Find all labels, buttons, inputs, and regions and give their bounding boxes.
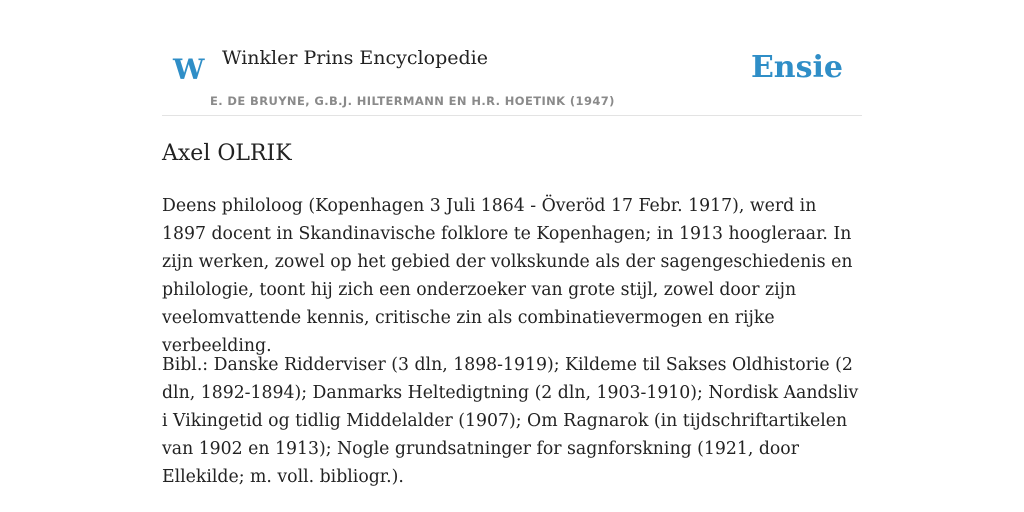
site-subtitle: E. DE BRUYNE, G.B.J. HILTERMANN EN H.R. HOETINK (1947) [210, 94, 615, 108]
article-title: Axel OLRIK [162, 141, 292, 166]
article-paragraph-description: Deens philoloog (Kopenhagen 3 Juli 1864 - Överöd 17 Febr. 1917), werd in 1897 docent in Skandinavische folklore te Kopenhagen; in 1913 hoogleraar. In zijn werken, zowel op het gebied der volkskunde als der sagengeschiedenis en philologie, toont hij zich een onderzoeker van grote stijl, zowel door zijn veelomvattende kennis, critische zin als combinatievermogen en rijke verbeelding. [162, 196, 853, 356]
brand-logo[interactable]: Ensie [750, 50, 843, 85]
article-paragraph-bibliography: Bibl.: Danske Ridderviser (3 dln, 1898-1919); Kildeme til Sakses Oldhistorie (2 dln, 1892-1894); Danmarks Heltedigtning (2 dln, 1903-1910); Nordisk Aandsliv i Vikingetid og tidlig Middelalder (1907); Om Ragnarok (in tijdschriftartikelen van 1902 en 1913); Nogle grundsatninger for sagnforskning (1921, door Ellekilde; m. voll. bibliogr.). [162, 355, 859, 487]
site-logo-icon[interactable]: W [173, 53, 205, 86]
page-container [162, 0, 862, 487]
site-title[interactable]: Winkler Prins Encyclopedie [222, 47, 488, 69]
site-header [162, 0, 862, 116]
